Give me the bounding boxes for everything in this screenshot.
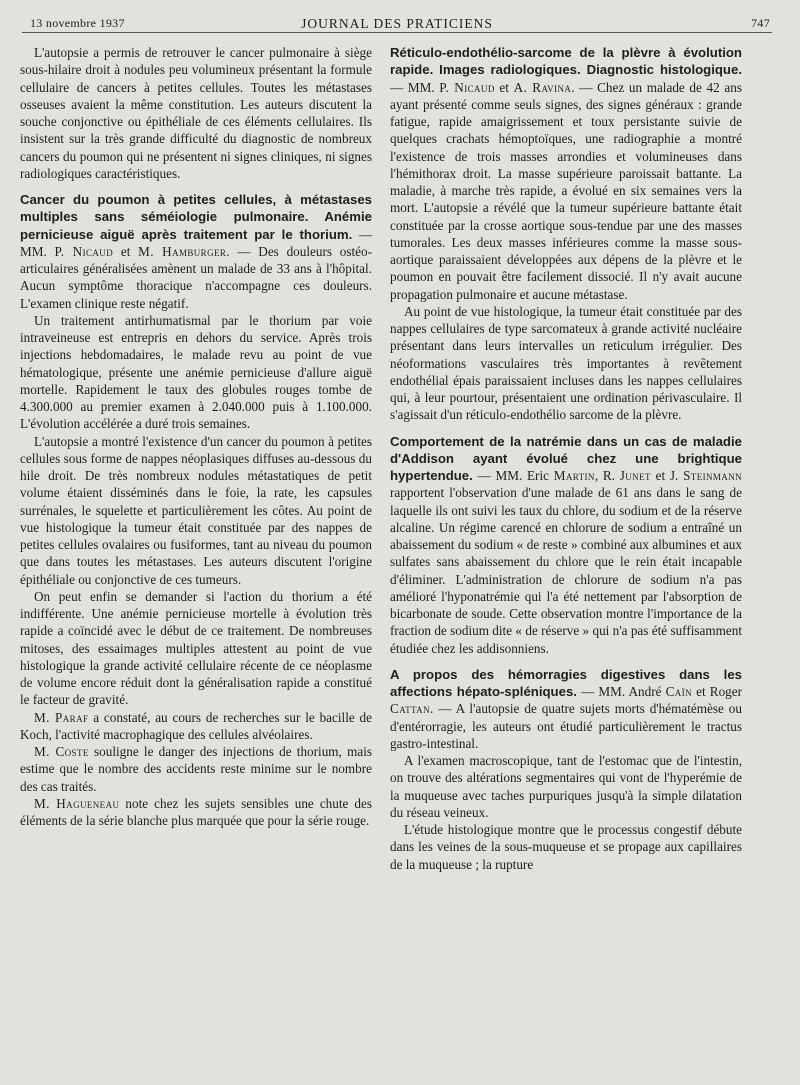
article-hemorragies-digestives — [390, 666, 742, 752]
body-paragraph: L'étude histologique montre que le processus congestif débute dans les veines de la sous-muqueuse et se propage aux capillaires de la muqueuse ; la rupture — [390, 822, 742, 872]
author-name: M. Hamburger — [138, 243, 227, 259]
article-body: rapportent l'observation d'une malade de 61 ans dans le sang de laquelle ils ont suivi les taux du chlore, du sodium et de la réserve alcaline. Un régime carencé en chlorure de sodium a entraîné un abaissement du sodium « de reste » combiné aux albumines et aux sulfates sans abaissement du chlore que le rein était incapable d'éliminer. L'administration de chlorure de sodium n'a pas amélioré l'hyponatrémie qui l'a été nettement par l'absorption de bicarbonate de soude. Cette observation montre l'importance de la fraction de sodium dite « de réserve » qui n'a pas été suffisamment étudiée chez les addisonniens. — [390, 485, 742, 656]
authors-prefix: — MM. Eric — [472, 468, 554, 483]
discussion-paragraph — [20, 795, 372, 830]
discussion-paragraph — [20, 709, 372, 744]
authors-prefix: — MM. — [390, 79, 440, 95]
authors-prefix: — MM. André — [576, 684, 666, 699]
discussion-text: note chez les sujets sensibles une chute des éléments de la série blanche plus marquée que pour la série rouge. — [20, 795, 372, 828]
author-name: Martin — [553, 468, 595, 483]
body-paragraph: On peut enfin se demander si l'action du thorium a été indifférente. Une anémie pernicieuse mortelle à évolution très rapide a coïncidé avec le début de ce traitement. De nombreuses mitoses, des essaimages multiples attestent au point de vue histologique la grande activité cellulaire récente de ce néoplasme de volume encore réduit dont la généralisation rapide a constitué le facteur de gravité. — [20, 588, 372, 708]
article-title: Réticulo-endothélio-sarcome de la plèvre à évolution rapide. Images radiologiques. Diagnostic histologique. — [390, 45, 742, 78]
page-number: 747 — [751, 16, 770, 30]
discussion-paragraph — [20, 743, 372, 795]
article-cancer-poumon — [20, 191, 372, 312]
intro-continuation: L'autopsie a permis de retrouver le cancer pulmonaire à siège sous-hilaire droit à nodules peu volumineux présentant la formule cellulaire de cancers à petites cellules. Toutes les métastases osseuses avaient la même constitution. Les auteurs discutent la souche conjonctive ou épithéliale de ces éléments cellulaires. Ils insistent sur la très grande difficulté du diagnostic de nombreux cancers du poumon qui ne présentent ni signes cliniques, ni signes radiologiques caractéristiques. — [20, 45, 372, 181]
author-join: et J. — [650, 468, 684, 483]
body-paragraph: A l'examen macroscopique, tant de l'estomac que de l'intestin, on trouve des altérations segmentaires qui vont de l'hyperémie de la muqueuse avec taches purpuriques jusqu'à la simple dilatation du réseau veineux. — [390, 753, 742, 820]
article-title: Comportement de la natrémie dans un cas de maladie d'Addison ayant évolué chez une brightique hypertendue. — [390, 433, 742, 483]
body-paragraph: Au point de vue histologique, la tumeur était constituée par des nappes cellulaires de type sarcomateux à grande activité nucléaire présentant dans leurs intervalles un reticulum irrégulier. Des néoformations vasculaires très importantes à revêtement endothélial épais paraissaient incluses dans les nappes cellulaires qui, à leur pourtour, présentaient une ordination périvasculaire. Il s'agissait d'un réticulo-endothélio sarcome de la plèvre. — [390, 303, 742, 423]
article-body: . — Des douleurs ostéo-articulaires généralisées amènent un malade de 33 ans à l'hôpital. Aucun symptôme thoracique n'accompagne ces douleurs. L'examen clinique reste négatif. — [20, 243, 372, 311]
journal-title: JOURNAL DES PRATICIENS — [301, 16, 493, 31]
author-name: A. Ravina — [513, 79, 572, 95]
article-reticulo-sarcome — [390, 44, 742, 303]
body-paragraph: Un traitement antirhumatismal par le thorium par voie intraveineuse est entrepris en dehors du service. Après trois injections hebdomadaires, le malade revu au point de vue hématologique, présente une anémie pernicieuse d'allure aiguë mortelle. Rapidement le taux des globules rouges tombe de 4.300.000 au premier examen à 2.040.000 puis à 1.100.000. L'évolution accélérée a duré trois semaines. — [20, 312, 372, 432]
article-body: . — A l'autopsie de quatre sujets morts d'hématémèse ou d'entérorragie, les auteurs ont étudié particulièrement le tractus gastro-intestinal. — [390, 701, 742, 751]
left-column — [20, 44, 372, 829]
article-title: A propos des hémorragies digestives dans les affections hépato-spléniques. — [390, 666, 742, 699]
author-name: Steinmann — [683, 468, 743, 483]
author-join: , R. — [594, 468, 620, 483]
author-name: P. Nicaud — [439, 79, 495, 95]
author-name: P. Nicaud — [54, 243, 114, 259]
author-name: Junet — [619, 468, 651, 483]
author-join: et — [494, 79, 514, 95]
discussion-text: a constaté, au cours de recherches sur le bacille de Koch, l'activité macrophagique des cellules alvéolaires. — [20, 709, 372, 742]
article-natremie-addison — [390, 433, 742, 657]
body-paragraph: L'autopsie a montré l'existence d'un cancer du poumon à petites cellules sous forme de nappes néoplasiques diffuses au-dessous du hile droit. De très nombreux nodules métastatiques de petit volume étaient disséminés dans le foie, la rate, les capsules surrénales, le squelette et particulièrement les côtes. Au point de vue histologique la tumeur était constituée par des nappes de petites cellules ovalaires ou fusiformes, tant au niveau du poumon que dans toutes les métastases. Les auteurs discutent l'origine épithéliale ou conjonctive de ces tumeurs. — [20, 433, 372, 587]
discussant-name: M. Hagueneau — [34, 795, 120, 811]
header-date: 13 novembre 1937 — [30, 16, 125, 30]
discussant-name: M. Paraf — [34, 709, 89, 725]
article-title: Cancer du poumon à petites cellules, à métastases multiples sans séméiologie pulmonaire. Anémie pernicieuse aiguë après traitement par le thorium. — [20, 192, 372, 242]
authors-prefix: — MM. — [20, 226, 373, 259]
author-name: Cattan — [390, 701, 430, 717]
page-header — [22, 10, 772, 33]
discussion-text: souligne le danger des injections de thorium, mais estime que le nombre des accidents reste minime sur le nombre des cas traités. — [20, 744, 372, 794]
author-join: et — [113, 243, 139, 259]
discussant-name: M. Coste — [34, 744, 89, 759]
right-column — [390, 44, 742, 873]
author-join: et Roger — [692, 684, 743, 699]
article-body: . — Chez un malade de 42 ans ayant présenté comme seuls signes, des signes généraux : grande fatigue, rapide amaigrissement et toux persistante suivie de quelques crachats hémoptoïques, une radiographie a montré l'existence de trois masses arrondies et volumineuses dans l'hémithorax droit. La masse supérieure paroissait battante. La maladie, à marche très rapide, a évolué en six semaines vers la mort. L'autopsie a révélé que la tumeur supérieure battante était constituée par la crosse aortique sous-tendue par une des masses tumorales. Les deux masses inférieures comme la masse sous-aortique paraissaient développées aux dépens de la plèvre et le poumon en pouvait être facilement dissocié. Il n'y avait aucune propagation pulmonaire et aucune métastase. — [390, 79, 742, 302]
author-name: Caïn — [665, 684, 693, 699]
